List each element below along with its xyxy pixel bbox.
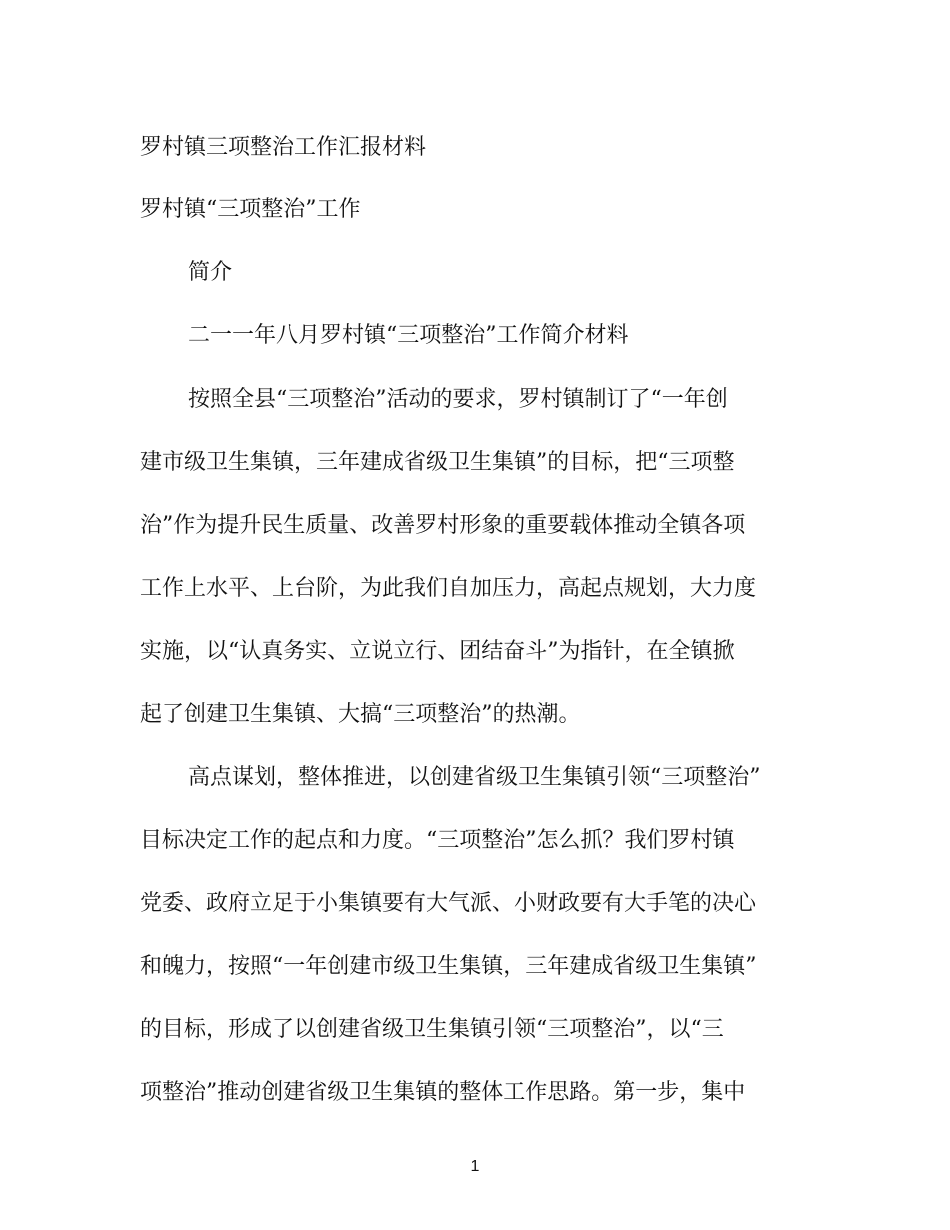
section-label: 简介 xyxy=(188,260,233,285)
paragraph-line: 目标决定工作的起点和力度。“三项整治”怎么抓？我们罗村镇 xyxy=(140,828,735,853)
paragraph-line: 项整治”推动创建省级卫生集镇的整体工作思路。第一步，集中 xyxy=(140,1080,746,1105)
paragraph-line: 起了创建卫生集镇、大搞“三项整治”的热潮。 xyxy=(140,702,581,727)
paragraph-line: 按照全县“三项整治”活动的要求，罗村镇制订了“一年创 xyxy=(188,387,728,412)
paragraph-line: 工作上水平、上台阶，为此我们自加压力，高起点规划，大力度 xyxy=(140,576,757,601)
document-subtitle: 罗村镇“三项整治”工作 xyxy=(140,197,361,222)
paragraph-line: 党委、政府立足于小集镇要有大气派、小财政要有大手笔的决心 xyxy=(140,891,757,916)
paragraph-line: 和魄力，按照“一年创建市级卫生集镇，三年建成省级卫生集镇” xyxy=(140,954,757,979)
paragraph-line: 高点谋划，整体推进，以创建省级卫生集镇引领“三项整治” xyxy=(188,765,761,790)
paragraph-line: 治”作为提升民生质量、改善罗村形象的重要载体推动全镇各项 xyxy=(140,513,746,538)
paragraph-line: 实施，以“认真务实、立说立行、团结奋斗”为指针，在全镇掀 xyxy=(140,639,735,664)
intro-heading: 二一一年八月罗村镇“三项整治”工作简介材料 xyxy=(188,323,629,348)
page-number: 1 xyxy=(470,1158,480,1175)
paragraph-line: 建市级卫生集镇，三年建成省级卫生集镇”的目标，把“三项整 xyxy=(140,450,735,475)
document-title: 罗村镇三项整治工作汇报材料 xyxy=(140,135,427,160)
paragraph-line: 的目标，形成了以创建省级卫生集镇引领“三项整治”，以“三 xyxy=(140,1017,724,1042)
